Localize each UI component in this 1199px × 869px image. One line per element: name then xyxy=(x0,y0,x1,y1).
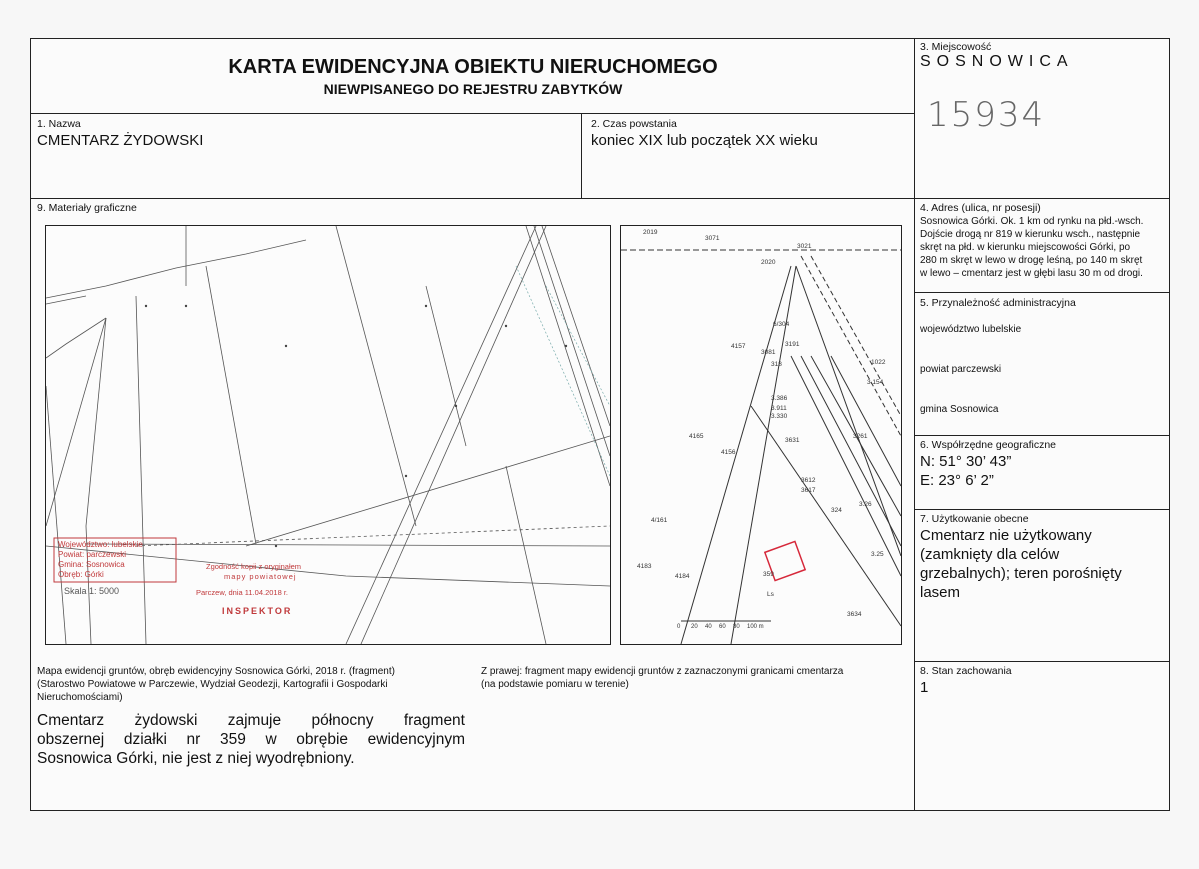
graphics-label: 9. Materiały graficzne xyxy=(37,202,137,214)
divider-name-date xyxy=(581,113,582,198)
parcel-label: 4157 xyxy=(731,343,746,350)
stamp-line-2: Powiat: parczewski xyxy=(58,550,127,559)
parcel-label: 3191 xyxy=(785,341,800,348)
caption-left-2: (Starostwo Powiatowe w Parczewie, Wydział Geodezji, Kartografii i Gospodarki xyxy=(37,679,388,690)
left-cadastral-map xyxy=(45,225,611,645)
parcel-label: 2020 xyxy=(761,259,776,266)
divider-name-row xyxy=(31,198,1169,199)
divider-coords xyxy=(915,509,1169,510)
parcel-label: 4165 xyxy=(689,433,704,440)
usage-line-4: lasem xyxy=(920,584,961,601)
caption-right-2: (na podstawie pomiaru w terenie) xyxy=(481,679,629,690)
divider-header xyxy=(31,113,915,114)
date-label: 2. Czas powstania xyxy=(591,118,677,130)
description xyxy=(37,711,465,768)
condition-value: 1 xyxy=(920,679,929,696)
parcel-label: 3.154 xyxy=(867,379,884,386)
parcel-label: 4184 xyxy=(675,573,690,580)
caption-left-1: Mapa ewidencji gruntów, obręb ewidencyjny Sosnowica Górki, 2018 r. (fragment) xyxy=(37,666,395,677)
coord-east: E: 23° 6’ 2” xyxy=(920,472,994,489)
map-scale: Skala 1: 5000 xyxy=(64,586,120,596)
parcel-label: 3.26 xyxy=(859,501,872,508)
scale-tick: 40 xyxy=(705,624,712,630)
parcel-label: 3.911 xyxy=(771,405,787,412)
date-value: koniec XIX lub początek XX wieku xyxy=(591,132,818,149)
county-value: powiat parczewski xyxy=(920,364,1002,375)
condition-label: 8. Stan zachowania xyxy=(920,665,1012,677)
address-line-4: 280 m skręt w lewo w drogę leśną, po 140 m skręt xyxy=(920,255,1143,266)
parcel-label: 324 xyxy=(831,507,842,514)
stamp-line-1: Województwo: lubelskie xyxy=(58,540,143,549)
name-label: 1. Nazwa xyxy=(37,118,81,130)
address-line-1: Sosnowica Górki. Ok. 1 km od rynku na płd.-wsch. xyxy=(920,216,1144,227)
scale-tick: 20 xyxy=(691,624,698,630)
left-map-drawing xyxy=(46,226,610,644)
inspector-stamp: INSPEKTOR xyxy=(222,606,293,616)
right-cadastral-map xyxy=(620,225,902,645)
parcel-label: 1022 xyxy=(871,359,886,366)
address-line-2: Dojście drogą nr 819 w kierunku wsch., następnie xyxy=(920,229,1141,240)
stamp-line-3: Gmina: Sosnowica xyxy=(58,560,125,569)
right-map-drawing xyxy=(621,226,901,644)
address-line-3: skręt na płd. w kierunku miejscowości Górki, po xyxy=(920,242,1131,253)
parcel-label: 3021 xyxy=(797,243,812,250)
parcel-label: 3071 xyxy=(705,235,720,242)
parcel-label: 3.330 xyxy=(771,413,788,420)
parcel-label: 4183 xyxy=(637,563,652,570)
parcel-label: 3634 xyxy=(847,611,862,618)
parcel-label: 3631 xyxy=(785,437,800,444)
scale-tick: 80 xyxy=(733,624,740,630)
parcel-label: 4/161 xyxy=(651,517,668,524)
caption-left-3: Nieruchomościami) xyxy=(37,692,123,703)
scale-tick: 0 xyxy=(677,624,681,630)
commune-value: gmina Sosnowica xyxy=(920,404,999,415)
usage-line-3: grzebalnych); teren porośnięty xyxy=(920,565,1122,582)
admin-label: 5. Przynależność administracyjna xyxy=(920,297,1076,309)
parcel-label: 3261 xyxy=(853,433,868,440)
description-line-1: Cmentarz żydowski zajmuje północny fragment xyxy=(37,712,465,729)
record-card xyxy=(30,38,1170,811)
parcel-label: 3.386 xyxy=(771,395,788,402)
parcel-label: 3617 xyxy=(801,487,816,494)
stamp-line-4: Obręb: Górki xyxy=(58,570,104,579)
coord-north: N: 51° 30’ 43” xyxy=(920,453,1012,470)
description-line-3: Sosnowica Górki, nie jest z niej wyodrębniony. xyxy=(37,750,355,767)
divider-right-column xyxy=(914,39,915,810)
divider-admin xyxy=(915,435,1169,436)
parcel-label: 3.25 xyxy=(871,551,884,558)
parcel-label: 4156 xyxy=(721,449,736,456)
date-note: Parczew, dnia 11.04.2018 r. xyxy=(196,588,289,597)
coords-label: 6. Współrzędne geograficzne xyxy=(920,439,1056,451)
scale-tick: 100 m xyxy=(747,624,764,630)
usage-label: 7. Użytkowanie obecne xyxy=(920,513,1029,525)
parcel-label: 318 xyxy=(771,361,782,368)
card-subtitle: NIEWPISANEGO DO REJESTRU ZABYTKÓW xyxy=(323,81,623,97)
scale-tick: 60 xyxy=(719,624,726,630)
handwritten-number: 15934 xyxy=(927,95,1046,135)
parcel-label: 6/304 xyxy=(773,321,790,328)
locality-label: 3. Miejscowość xyxy=(920,41,992,53)
usage-line-2: (zamknięty dla celów xyxy=(920,546,1060,563)
parcel-label: 2019 xyxy=(643,229,658,236)
caption-right-1: Z prawej: fragment mapy ewidencji gruntów z zaznaczonymi granicami cmentarza xyxy=(481,666,844,677)
locality-value: SOSNOWICA xyxy=(920,53,1074,70)
divider-address xyxy=(915,292,1169,293)
divider-usage xyxy=(915,661,1169,662)
parcel-label: 3081 xyxy=(761,349,776,356)
parcel-label: 3612 xyxy=(801,477,816,484)
address-label: 4. Adres (ulica, nr posesji) xyxy=(920,202,1041,214)
copy-note-2: mapy powiatowej xyxy=(224,572,297,581)
description-line-2: obszernej działki nr 359 w obrębie ewidencyjnym xyxy=(37,731,465,748)
usage-line-1: Cmentarz nie użytkowany xyxy=(920,527,1092,544)
parcel-label: Ls xyxy=(767,591,774,598)
name-value: CMENTARZ ŻYDOWSKI xyxy=(37,132,204,149)
parcel-label: 359 xyxy=(763,571,774,578)
address-line-5: w lewo – cmentarz jest w głębi lasu 30 m od drogi. xyxy=(920,268,1143,279)
card-title: KARTA EWIDENCYJNA OBIEKTU NIERUCHOMEGO xyxy=(228,56,718,78)
voivodeship-value: województwo lubelskie xyxy=(920,324,1022,335)
copy-note: Zgodność kopii z oryginałem xyxy=(206,562,302,571)
